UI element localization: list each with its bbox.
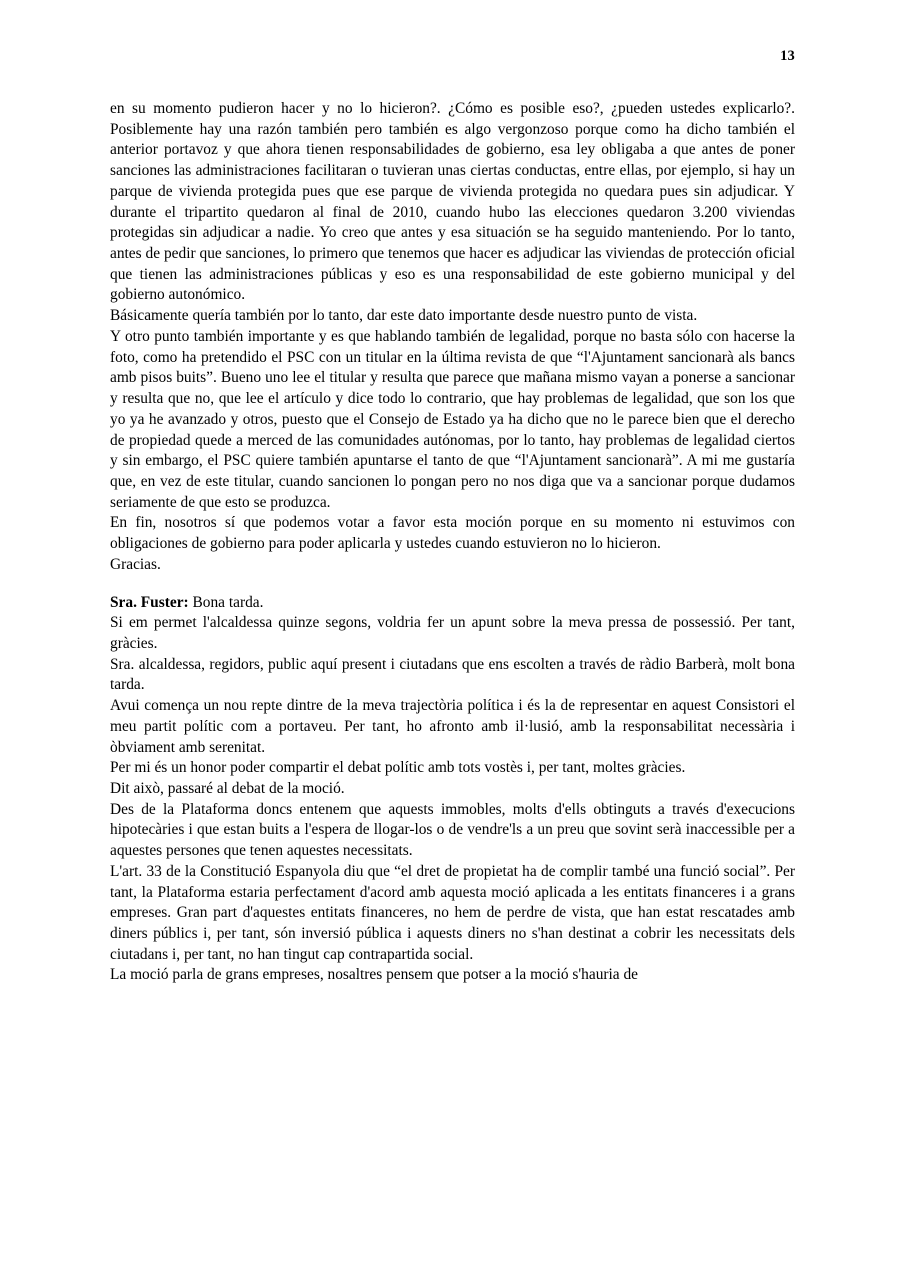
- paragraph: Per mi és un honor poder compartir el debat polític amb tots vostès i, per tant, moltes gràcies.: [110, 759, 686, 777]
- paragraph: Sra. alcaldessa, regidors, public aquí present i ciutadans que ens escolten a través de ràdio Barberà, molt bona tarda.: [110, 655, 795, 694]
- paragraph: Avui comença un nou repte dintre de la meva trajectòria política i és la de representar en aquest Consistori el meu partit polític com a portaveu. Per tant, ho afronto amb il·lusió, amb la responsabilitat necessària i òbviament amb serenitat.: [110, 697, 795, 756]
- paragraph-spacer: [110, 576, 795, 593]
- document-body: [110, 99, 795, 986]
- paragraph: L'art. 33 de la Constitució Espanyola diu que “el dret de propietat ha de complir també una funció social”. Per tant, la Plataforma estaria perfectament d'acord amb aquesta moció aplicada a les entitats financeres i a grans empreses. Gran part d'aquestes entitats financeres, no hem de perdre de vista, que han estat rescatades amb diners públics i, per tant, són inversió pública i aquests diners no s'han destinat a cobrir les necessitats dels ciutadans i, per tant, no han tingut cap contrapartida social.: [110, 862, 795, 963]
- paragraph: Des de la Plataforma doncs entenem que aquests immobles, molts d'ells obtinguts a través d'execucions hipotecàries i que estan buits a l'espera de llogar-los o de vendre'ls a un preu que sovint serà inaccessible per a aquestes persones que tenen aquestes necessitats.: [110, 800, 795, 860]
- page-number: 13: [780, 48, 795, 64]
- speaker-first-line: Bona tarda.: [188, 593, 264, 611]
- paragraph: La moció parla de grans empreses, nosaltres pensem que potser a la moció s'hauria de: [110, 966, 639, 984]
- paragraph: Gracias.: [110, 555, 161, 573]
- paragraph: Si em permet l'alcaldessa quinze segons, voldria fer un apunt sobre la meva pressa de possessió. Per tant, gràcies.: [110, 614, 795, 652]
- paragraph: Y otro punto también importante y es que hablando también de legalidad, porque no basta sólo con hacerse la foto, como ha pretendido el PSC con un titular en la última revista de que “l'Ajuntament sancionarà als bancs amb pisos buits”. Bueno uno lee el titular y resulta que parece que mañana mismo vayan a ponerse a sancionar y resulta que no, que lee el artículo y dice todo lo contrario, que hay problemas de legalidad, que son los que yo ya he avanzado y otros, puesto que el Consejo de Estado ya ha dicho que no le parece bien que el derecho de propiedad quede a merced de las comunidades autónomas, por lo tanto, hay problemas de legalidad ciertos y sin embargo, el PSC quiere también apuntarse el tanto de que “l'Ajuntament sancionarà”. A mi me gustaría que, en vez de este titular, cuando sancionen lo pongan pero no nos diga que va a sancionar porque dudamos seriamente de que esto se produzca.: [110, 327, 795, 511]
- speaker-name: Sra. Fuster:: [110, 593, 189, 611]
- paragraph: En fin, nosotros sí que podemos votar a favor esta moción porque en su momento ni estuvimos con obligaciones de gobierno para poder aplicarla y ustedes cuando estuvieron no lo hicieron.: [110, 514, 795, 553]
- paragraph: Dit això, passaré al debat de la moció.: [110, 780, 345, 797]
- paragraph: Básicamente quería también por lo tanto, dar este dato importante desde nuestro punto de vista.: [110, 307, 698, 325]
- speaker-paragraph: [110, 593, 795, 614]
- paragraph: en su momento pudieron hacer y no lo hicieron?. ¿Cómo es posible eso?, ¿pueden ustedes explicarlo?. Posiblemente hay una razón también pero también es algo vergonzoso porque como ha dicho también el anterior portavoz y que ahora tienen responsabilidades de gobierno, esa ley obligaba a que antes de poner sanciones las administraciones facilitaran o tuvieran unas ciertas conductas, entre ellas, por ejemplo, si hay un parque de vivienda protegida pues que ese parque de vivienda protegida no quedara pues sin adjudicar. Y durante el tripartito quedaron al final de 2010, cuando hubo las elecciones quedaron 3.200 viviendas protegidas sin adjudicar a nadie. Yo creo que antes y esa situación se ha seguido manteniendo. Por lo tanto, antes de pedir que sanciones, lo primero que tenemos que hacer es adjudicar las viviendas de protección oficial que tienen las administraciones públicas y eso es una responsabilidad de este gobierno municipal y del gobierno autonómico.: [110, 100, 795, 304]
